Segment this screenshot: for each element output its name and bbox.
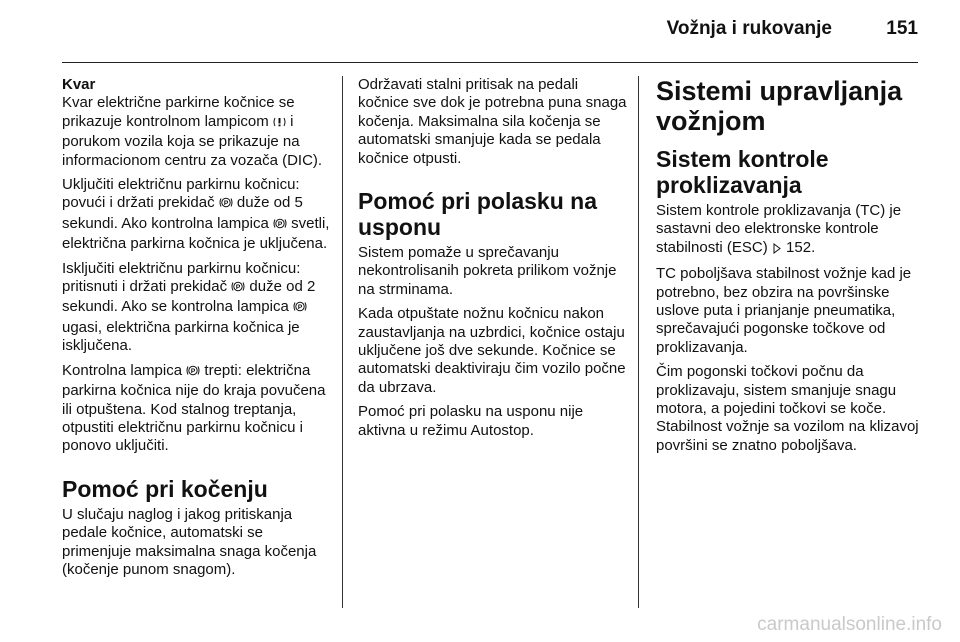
page-reference-link[interactable]: 152. — [786, 238, 816, 256]
driving-systems-heading: Sistemi upravljanja vožnjom — [656, 76, 903, 136]
page-reference-arrow-icon — [772, 241, 782, 259]
parking-brake-p-icon — [231, 280, 245, 298]
pressure-paragraph: Održavati stalni pritisak na pedali kočnice sve dok je potrebna puna snaga kočenja. Maksimalna sila kočenja se automatski smanjuje kada se pedala kočnice otpusti. — [358, 76, 627, 167]
kvar-heading: Kvar — [62, 76, 96, 93]
page-header — [0, 0, 960, 64]
section-title: Vožnja i rukovanje — [666, 18, 832, 39]
traction-control-heading: Sistem kontrole proklizavanja — [656, 146, 829, 198]
traction-paragraph-1: Sistem kontrole proklizavanja (TC) je sastavni deo elektronske kontrole stabilnosti (ESC) 152. — [656, 202, 928, 259]
traction-paragraph-2: TC poboljšava stabilnost vožnje kad je potrebno, bez obzira na površinske uslove puta i prianjanje pneumatika, sprečavajući pogonske točkove od proklizavanja. — [656, 265, 912, 356]
release-paragraph: Isključiti električnu parkirnu kočnicu: pritisnuti i držati prekidač P duže od 2 sekundi. Ako se kontrolna lampica P ugasi, električna parkirna kočnica je isključena. — [62, 259, 316, 355]
page-number: 151 — [886, 18, 918, 39]
kvar-paragraph: Kvar električne parkirne kočnice se prikazuje kontrolnom lampicom i porukom vozila koja se prikazuje na informacionom centru za vozača (DIC). — [62, 94, 323, 169]
svg-text:P: P — [277, 220, 283, 228]
column-3 — [656, 76, 928, 461]
watermark: carmanualsonline.info — [757, 614, 942, 635]
header-divider — [62, 62, 918, 63]
svg-text:P: P — [297, 304, 303, 312]
hill-start-paragraph-1: Sistem pomaže u sprečavanju nekontrolisanih pokreta prilikom vožnje na strminama. — [358, 244, 617, 298]
braking-assist-paragraph: U slučaju naglog i jakog pritiskanja pedale kočnice, automatski se primenjuje maksimalna snaga kočenja (kočenje punom snagom). — [62, 505, 317, 578]
parking-brake-p-icon — [186, 364, 200, 382]
hill-start-paragraph-3: Pomoć pri polasku na usponu nije aktivna u režimu Autostop. — [358, 403, 584, 439]
parking-brake-p-icon — [293, 300, 307, 318]
hill-start-paragraph-2: Kada otpuštate nožnu kočnicu nakon zaustavljanja na uzbrdici, kočnice ostaju uključene još dve sekunde. Kočnice se automatski deaktiviraju čim vozilo počne da ubrzava. — [358, 305, 626, 396]
column-1 — [62, 76, 334, 585]
traction-paragraph-3: Čim pogonski točkovi počnu da proklizavaju, sistem smanjuje snagu motora, a pojedini točkovi se koče. Stabilnost vožnje sa vozilom na klizavoj površini se znatno poboljšava. — [656, 363, 919, 454]
parking-brake-p-icon — [219, 196, 233, 214]
column-divider-2 — [638, 76, 639, 608]
engage-paragraph: Uključiti električnu parkirnu kočnicu: povući i držati prekidač P duže od 5 sekundi. Ako kontrolna lampica P svetli, električna parkirna kočnica je uključena. — [62, 176, 330, 253]
svg-text:P: P — [223, 200, 228, 208]
column-2 — [358, 76, 628, 446]
column-divider-1 — [342, 76, 343, 608]
parking-brake-p-icon — [273, 217, 287, 235]
hill-start-heading: Pomoć pri polasku na usponu — [358, 188, 597, 241]
svg-text:P: P — [191, 367, 196, 375]
braking-assist-heading: Pomoć pri kočenju — [62, 475, 268, 502]
svg-text:P: P — [236, 284, 241, 292]
blinking-paragraph: Kontrolna lampica P trepti: električna parkirna kočnica nije do kraja povučena ili otpuštena. Kod stalnog treptanja, otpustiti električnu parkirnu kočnicu i ponovo uključiti. — [62, 361, 326, 455]
brake-warning-icon — [273, 115, 286, 133]
